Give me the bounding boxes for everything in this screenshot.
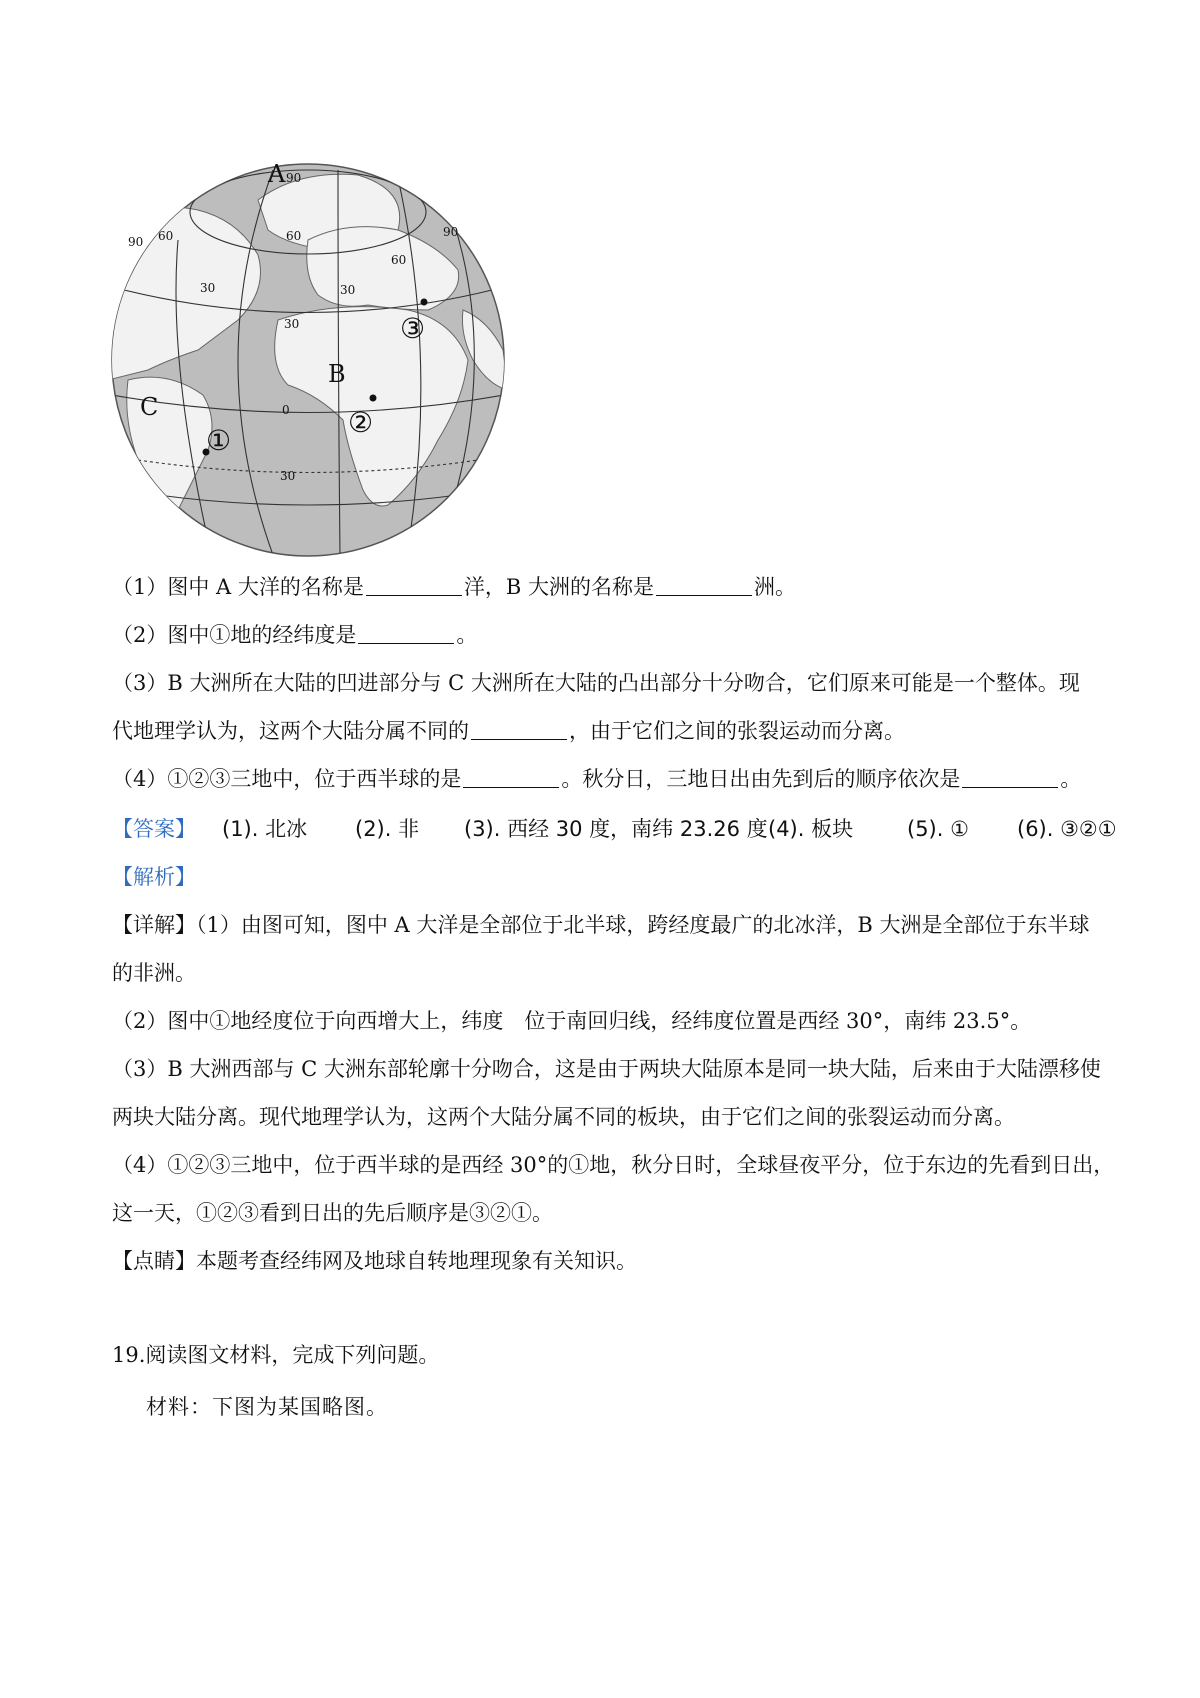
- detail-1-line-1: 【详解】（1）由图可知，图中 A 大洋是全部位于北半球，跨经度最广的北冰洋，B 大洲是全部位于东半球: [112, 913, 1090, 937]
- detail-4-line-2: 这一天，①②③看到日出的先后顺序是③②①。: [112, 1201, 553, 1225]
- answer-item-3: (3). 西经 30 度，南纬 23.26 度: [464, 817, 768, 841]
- q1-blank-1: [366, 573, 462, 596]
- answer-item-1: (1). 北冰: [222, 817, 308, 841]
- continent-b-label: B: [328, 360, 346, 388]
- q2-text-a: （2）图中①地的经纬度是: [112, 623, 357, 647]
- q1-text-c: 洲。: [754, 575, 796, 599]
- lon-90-right-label: 90: [443, 225, 459, 239]
- q4-text-c: 。: [1060, 767, 1082, 791]
- q1-text-b: 洋，B 大洲的名称是: [463, 575, 654, 599]
- lat-0-label: 0: [282, 403, 290, 417]
- lat-60-left-label: 60: [158, 229, 174, 243]
- detail-4-line-1: （4）①②③三地中，位于西半球的是西经 30°的①地，秋分日时，全球昼夜平分，位于东边的先看到日出，: [112, 1153, 1115, 1177]
- q3-blank: [471, 717, 567, 740]
- q4-text-a: （4）①②③三地中，位于西半球的是: [112, 767, 462, 791]
- continent-c-label: C: [140, 393, 159, 421]
- point-3-label: ③: [400, 312, 426, 345]
- point-3-marker: [421, 299, 428, 306]
- question-19-material: 材料：下图为某国略图。: [146, 1395, 388, 1419]
- q2-blank: [358, 621, 454, 644]
- point-2-marker: [370, 395, 377, 402]
- lat-60-center-label: 60: [286, 229, 302, 243]
- answer-item-6: (6). ③②①: [1017, 817, 1117, 841]
- globe-figure: [108, 160, 508, 560]
- lat-30-left-label: 30: [200, 281, 216, 295]
- lon-90-left-label: 90: [128, 235, 144, 249]
- q2-text-b: 。: [456, 623, 478, 647]
- detail-3-line-1: （3）B 大洲西部与 C 大洲东部轮廓十分吻合，这是由于两块大陆原本是同一块大陆，后来由于大陆漂移使: [112, 1057, 1101, 1081]
- q4-blank-2: [962, 765, 1058, 788]
- lon-30-center-label: 30: [340, 283, 356, 297]
- question-3-line-1: [112, 668, 1080, 698]
- q3-text-b: ，由于它们之间的张裂运动而分离。: [569, 719, 905, 743]
- q4-text-b: 。秋分日，三地日出由先到后的顺序依次是: [561, 767, 961, 791]
- answer-item-5: (5). ①: [907, 817, 969, 841]
- answer-item-4: (4). 板块: [768, 817, 854, 841]
- answer-label: 【答案】: [112, 817, 196, 841]
- q3-text-a: 代地理学认为，这两个大陆分属不同的: [112, 719, 469, 743]
- lat-90-label: 90: [286, 171, 302, 185]
- point-2-label: ②: [348, 406, 374, 439]
- question-19-title: 19.阅读图文材料，完成下列问题。: [112, 1343, 440, 1367]
- question-1: [112, 572, 796, 602]
- analysis-label: 【解析】: [112, 865, 196, 889]
- q3-text-line1: （3）B 大洲所在大陆的凹进部分与 C 大洲所在大陆的凸出部分十分吻合，它们原来可能是一个整体。现: [112, 671, 1080, 695]
- answer-item-2: (2). 非: [355, 817, 420, 841]
- lat-30-center-label: 30: [284, 317, 300, 331]
- q4-blank-1: [463, 765, 559, 788]
- q1-text-a: （1）图中 A 大洋的名称是: [112, 575, 364, 599]
- lat-30-south-label: 30: [280, 469, 296, 483]
- detail-1-line-2: 的非洲。: [112, 961, 196, 985]
- detail-2: （2）图中①地经度位于向西增大上，纬度 位于南回归线，经纬度位置是西经 30°，南纬 23.5°。: [112, 1009, 1032, 1033]
- q1-blank-2: [656, 573, 752, 596]
- question-4: [112, 764, 1081, 794]
- ocean-a-label: A: [268, 160, 286, 188]
- point-1-label: ①: [206, 424, 232, 457]
- question-2: [112, 620, 477, 650]
- question-3-line-2: [112, 716, 905, 746]
- comment: 【点睛】本题考查经纬网及地球自转地理现象有关知识。: [112, 1249, 637, 1273]
- detail-3-line-2: 两块大陆分离。现代地理学认为，这两个大陆分属不同的板块，由于它们之间的张裂运动而分离。: [112, 1105, 1015, 1129]
- lat-60-right-label: 60: [391, 253, 407, 267]
